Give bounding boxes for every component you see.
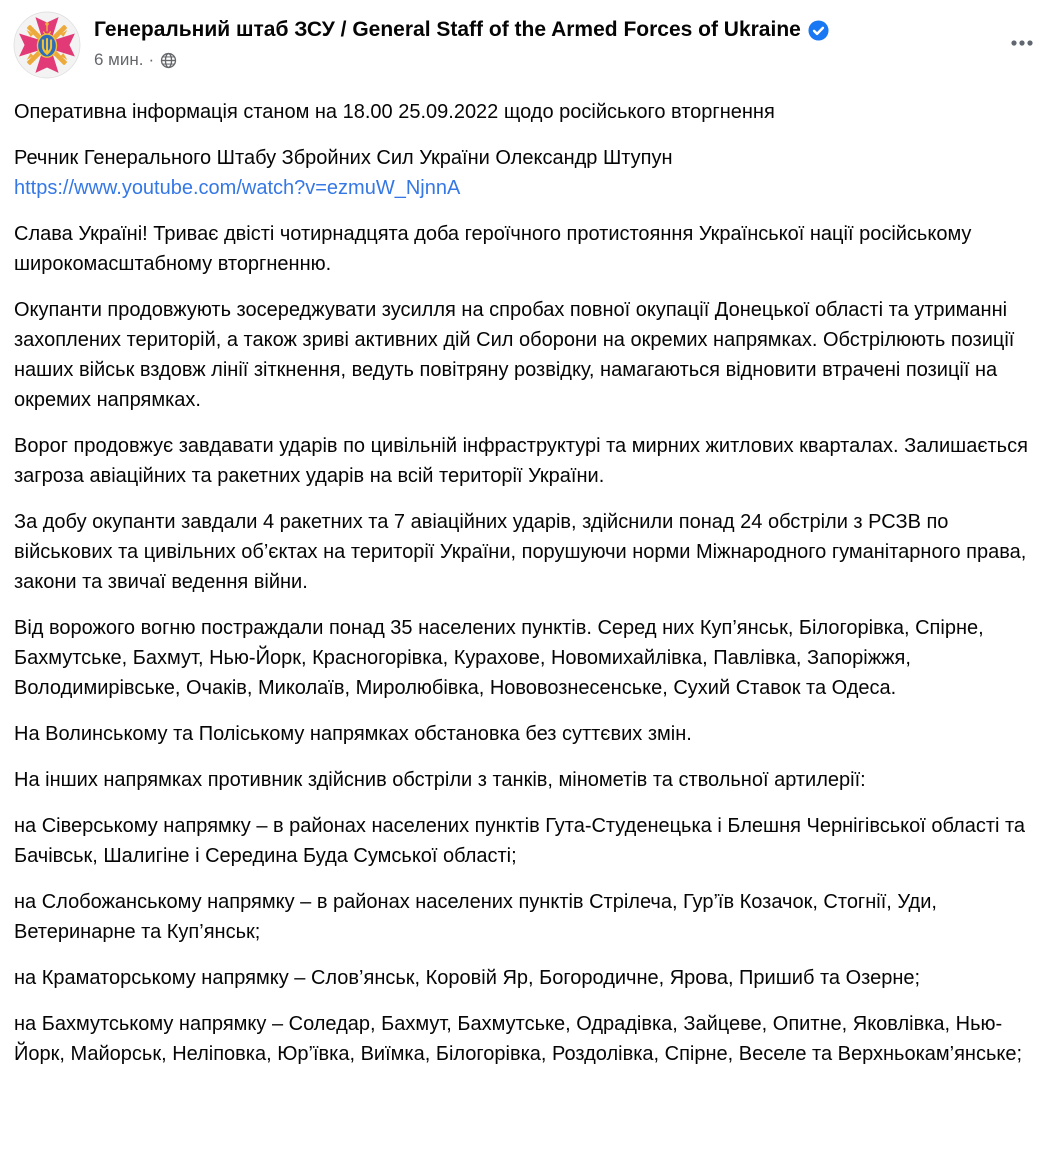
post-paragraph: на Бахмутському напрямку – Соледар, Бахмут, Бахмутське, Одрадівка, Зайцеве, Опитне, Яковлівка, Нью-Йорк, Майорськ, Неліповка, Юр’ївка, Виїмка, Білогорівка, Роздолівка, Спірне, Веселе та Верхньокам’янське; (14, 1013, 1023, 1065)
post-body (0, 83, 1058, 1069)
post-paragraph-speaker: Речник Генерального Штабу Збройних Сил України Олександр Штупун (14, 147, 673, 169)
youtube-link[interactable]: https://www.youtube.com/watch?v=ezmuW_NjnnA (14, 177, 461, 199)
verified-badge-icon (808, 20, 829, 41)
post-header (0, 0, 1058, 83)
post-paragraph: На Волинському та Поліському напрямках обстановка без суттєвих змін. (14, 723, 692, 745)
post-paragraph-link (14, 173, 1042, 203)
general-staff-emblem-icon (13, 11, 81, 79)
post-timestamp[interactable]: 6 мин. (94, 50, 144, 69)
post-paragraph-intro: Оперативна інформація станом на 18.00 25.09.2022 щодо російського вторгнення (14, 101, 775, 123)
more-options-button[interactable] (1004, 28, 1040, 58)
post-paragraph: Від ворожого вогню постраждали понад 35 населених пунктів. Серед них Куп’янськ, Білогорівка, Спірне, Бахмутське, Бахмут, Нью-Йорк, Красногорівка, Курахове, Новомихайлівка, Павлівка, Запоріжжя, Володимирівське, Очаків, Миколаїв, Миролюбівка, Нововознесенське, Сухий Ставок та Одеса. (14, 617, 984, 699)
post-meta (94, 50, 829, 70)
post-paragraph: На інших напрямках противник здійснив обстріли з танків, мінометів та ствольної артилерії: (14, 769, 866, 791)
header-text (94, 11, 829, 70)
post-paragraph: Окупанти продовжують зосереджувати зусилля на спробах повної окупації Донецької області та утриманні захоплених територій, а також зриві активних дій Сил оборони на окремих напрямках. Обстрілюють позиції наших військ вздовж лінії зіткнення, ведуть повітряну розвідку, намагаються відновити втрачені позиції на окремих напрямках. (14, 299, 1015, 411)
page-avatar[interactable] (13, 11, 81, 79)
post-paragraph: Ворог продовжує завдавати ударів по цивільній інфраструктурі та мирних житлових кварталах. Залишається загроза авіаційних та ракетних ударів на всій території України. (14, 435, 1028, 487)
post-paragraph: на Краматорському напрямку – Слов’янськ, Коровій Яр, Богородичне, Ярова, Пришиб та Озерне; (14, 967, 921, 989)
meta-separator: · (148, 50, 155, 69)
post-paragraph: на Слобожанському напрямку – в районах населених пунктів Стрілеча, Гур’їв Козачок, Стогнії, Уди, Ветеринарне та Куп’янськ; (14, 891, 937, 943)
post-paragraph: Слава Україні! Триває двісті чотирнадцята доба героїчного протистояння Української нації російському широкомасштабному вторгненню. (14, 223, 972, 275)
page-name-link[interactable]: Генеральний штаб ЗСУ / General Staff of the Armed Forces of Ukraine (94, 18, 801, 41)
ellipsis-icon (1009, 30, 1035, 56)
post-paragraph: на Сіверському напрямку – в районах населених пунктів Гута-Студенецька і Блешня Чернігівської області та Бачівськ, Шалигіне і Середина Буда Сумської області; (14, 815, 1026, 867)
post-paragraph: За добу окупанти завдали 4 ракетних та 7 авіаційних ударів, здійснили понад 24 обстріли з РСЗВ по військових та цивільних об’єктах на території України, порушуючи норми Міжнародного гуманітарного права, закони та звичаї ведення війни. (14, 511, 1027, 593)
globe-privacy-icon (160, 52, 177, 69)
